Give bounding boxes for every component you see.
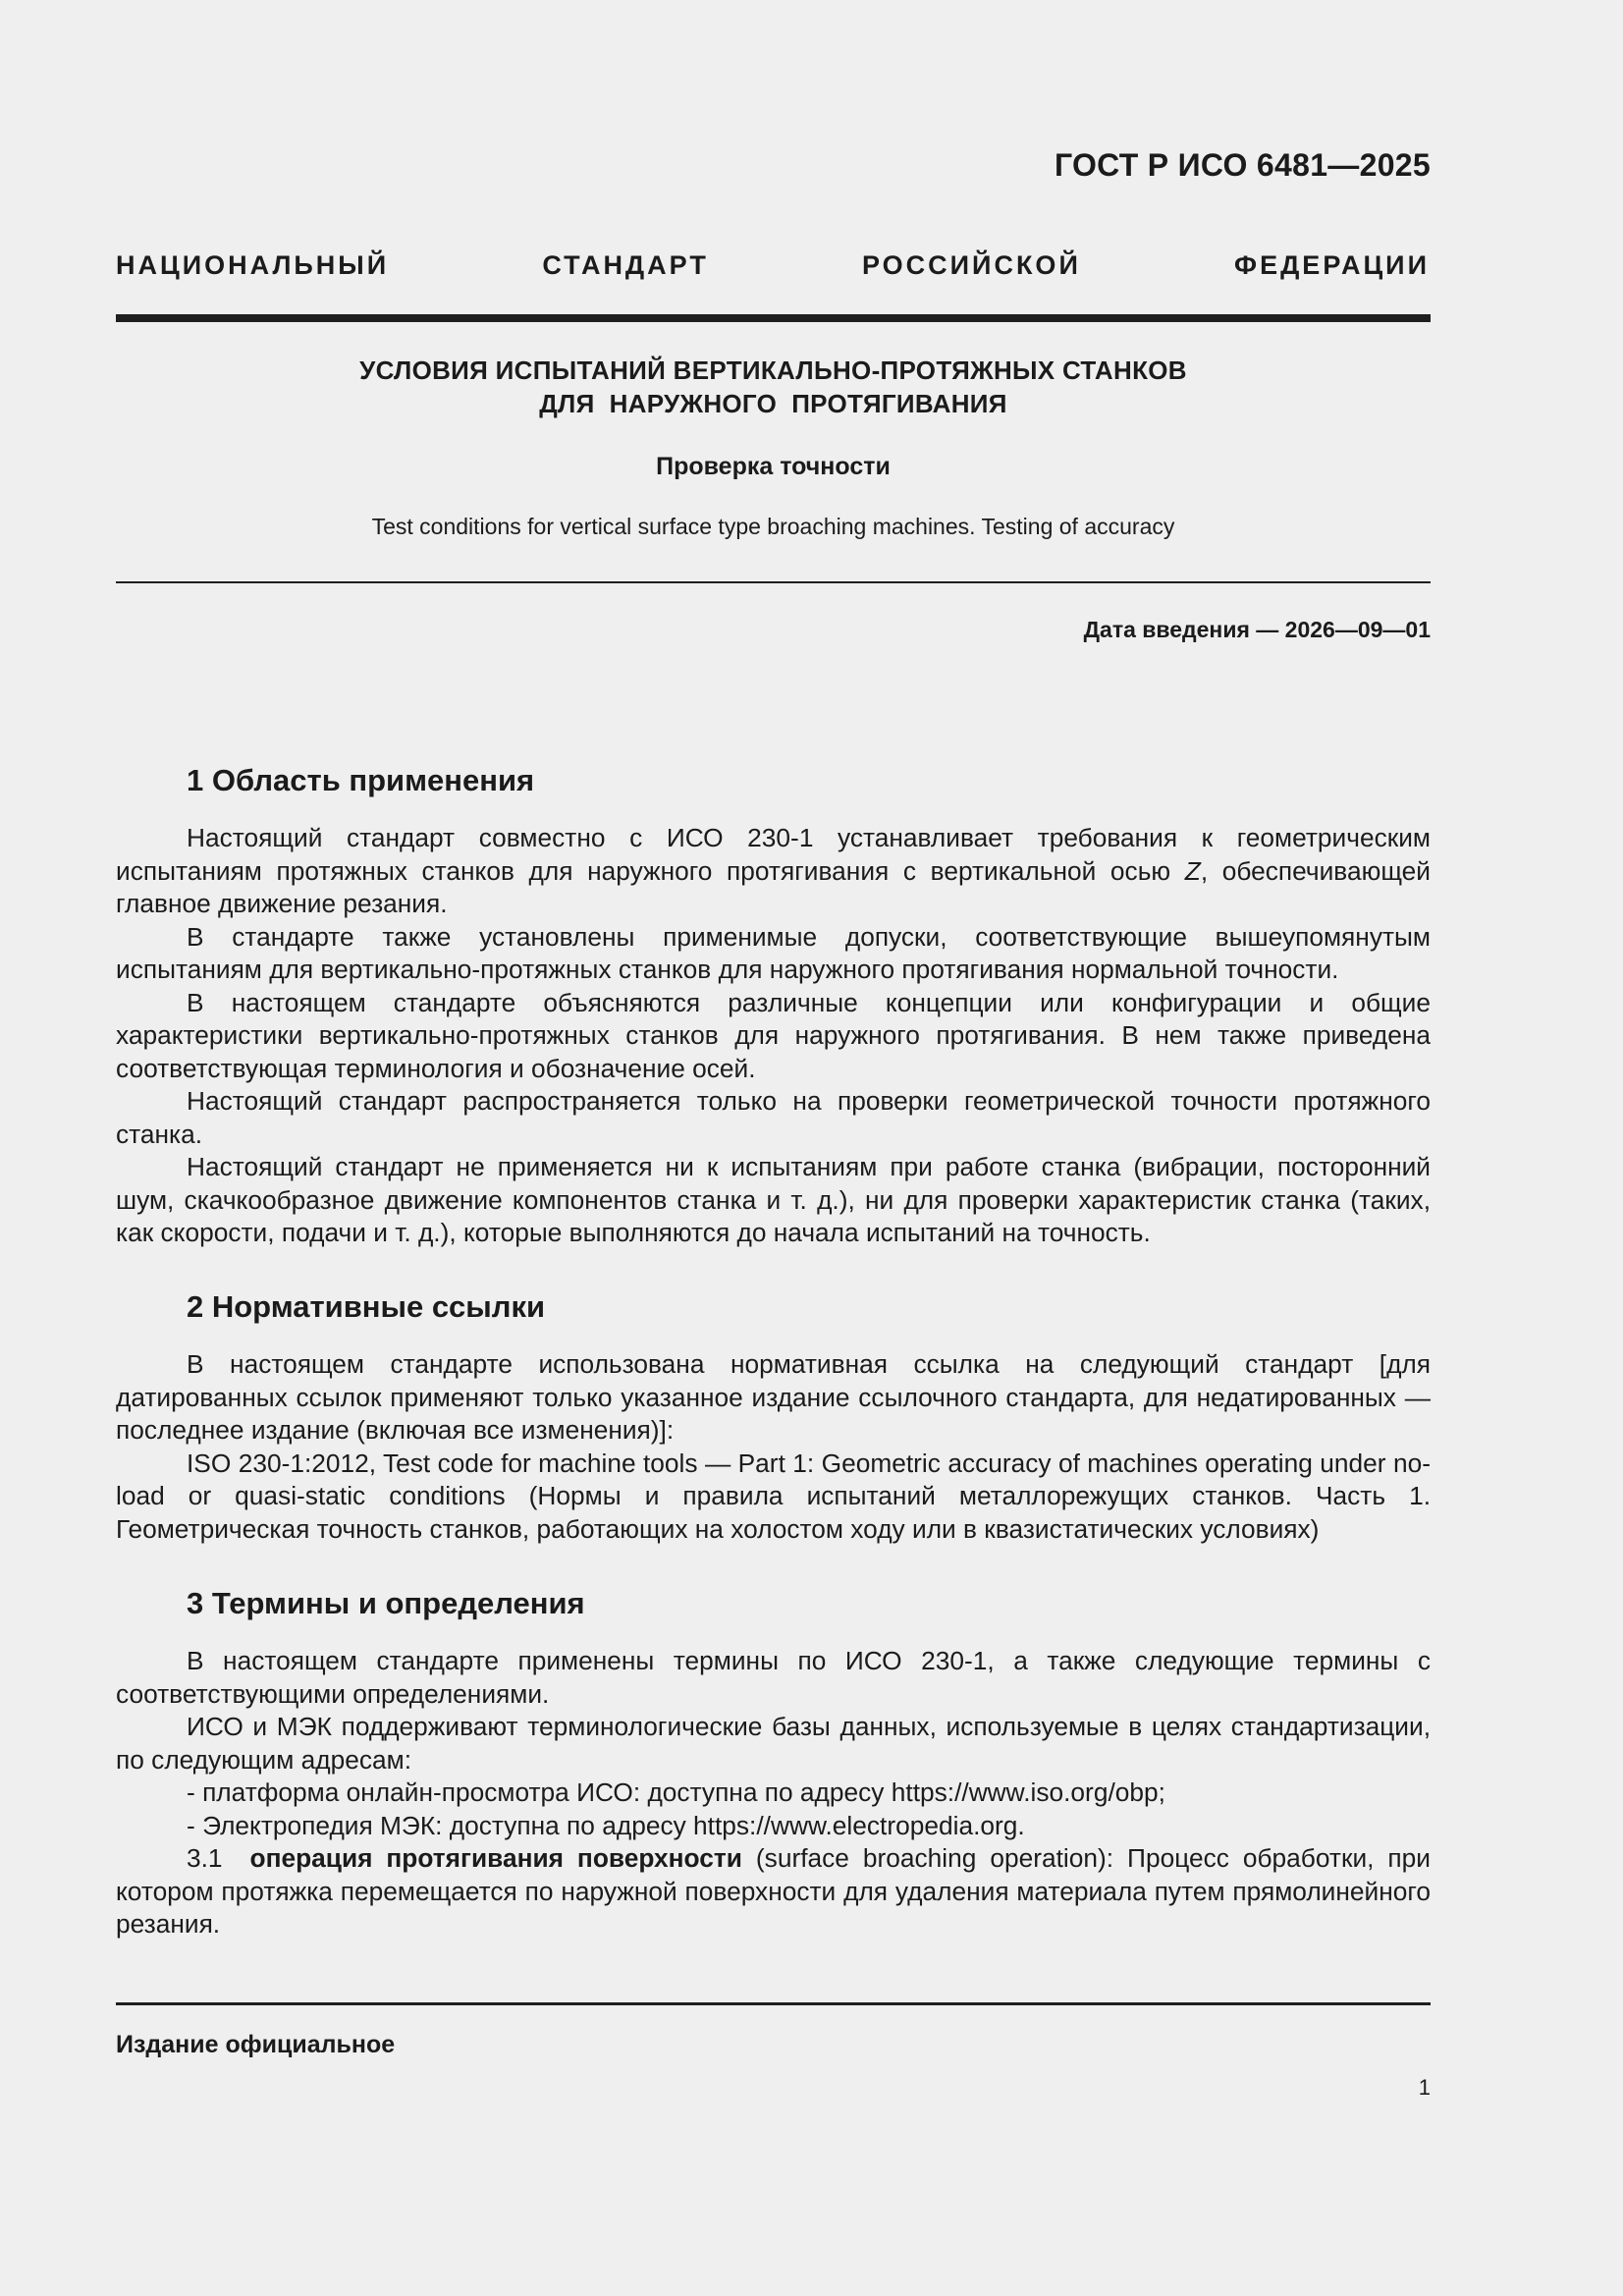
- footer-rule: [116, 2002, 1431, 2005]
- title-line-2: ДЛЯ НАРУЖНОГО ПРОТЯГИВАНИЯ: [539, 389, 1007, 418]
- page-number: 1: [1418, 2075, 1431, 2100]
- section-heading-3: 3 Термины и определения: [187, 1586, 585, 1620]
- top-thick-rule: [116, 314, 1431, 322]
- section-heading-1: 1 Область применения: [187, 763, 535, 797]
- paragraph: Настоящий стандарт не применяется ни к испытаниям при работе станка (вибрации, посторонний шум, скачкообразное движение компонентов станка и т. д.), ни для проверки характеристик станка (таких, как скорости, подачи и т. д.), которые выполняются до начала испытаний на точность.: [116, 1152, 1431, 1247]
- paragraph: В настоящем стандарте объясняются различные концепции или конфигурации и общие характеристики вертикально-протяжных станков для наружного протягивания. В нем также приведена соответствующая терминология и обозначение осей.: [116, 987, 1431, 1083]
- list-item: - платформа онлайн-просмотра ИСО: доступна по адресу https://www.iso.org/obp;: [187, 1777, 1165, 1807]
- paragraph: Настоящий стандарт распространяется только на проверки геометрической точности протяжного станка.: [116, 1086, 1431, 1149]
- section-scope: [116, 761, 1431, 1250]
- document-title: [116, 354, 1431, 420]
- official-edition-label: Издание официальное: [116, 2031, 396, 2058]
- document-subtitle: Проверка точности: [656, 453, 891, 480]
- english-title: Test conditions for vertical surface type broaching machines. Testing of accuracy: [371, 514, 1175, 539]
- paragraph: [116, 822, 1431, 921]
- term-definition-text: (surface broaching operation): Процесс обработки, при котором протяжка перемещается по наружной поверхности для удаления материала путем прямолинейного резания.: [116, 1843, 1431, 1939]
- term-definition: [116, 1842, 1431, 1941]
- title-line-1: УСЛОВИЯ ИСПЫТАНИЙ ВЕРТИКАЛЬНО-ПРОТЯЖНЫХ СТАНКОВ: [359, 355, 1187, 385]
- paragraph: ISO 230-1:2012, Test code for machine tools — Part 1: Geometric accuracy of machines operating under no-load or quasi-static conditions (Нормы и правила испытаний металлорежущих станков. Часть 1. Геометрическая точность станков, работающих на холостом ходу или в квазистатических условиях): [116, 1448, 1431, 1544]
- paragraph: В стандарте также установлены применимые допуски, соответствующие вышеупомянутым испытаниям для вертикально-протяжных станков для наружного протягивания нормальной точности.: [116, 921, 1431, 984]
- term-number: 3.1: [187, 1843, 223, 1873]
- term-name: операция протягивания поверхности: [249, 1843, 742, 1873]
- text-run: Настоящий стандарт совместно с ИСО 230-1 устанавливает требования к геометрическим испытаниям протяжных станков для наружного протягивания с вертикальной осью: [116, 823, 1431, 886]
- paragraph: В настоящем стандарте использована нормативная ссылка на следующий стандарт [для датированных ссылок применяют только указанное издание ссылочного стандарта, для недатированных — последнее издание (включая все изменения)]:: [116, 1349, 1431, 1445]
- paragraph: ИСО и МЭК поддерживают терминологические базы данных, используемые в целях стандартизации, по следующим адресам:: [116, 1712, 1431, 1775]
- axis-symbol: Z: [1184, 855, 1201, 886]
- document-code: ГОСТ Р ИСО 6481—2025: [1054, 147, 1431, 183]
- section-normative-references: [116, 1287, 1431, 1546]
- section-heading-2: 2 Нормативные ссылки: [187, 1289, 546, 1324]
- paragraph: В настоящем стандарте применены термины по ИСО 230-1, а также следующие термины с соответствующими определениями.: [116, 1646, 1431, 1709]
- list-item: - Электропедия МЭК: доступна по адресу https://www.electropedia.org.: [187, 1810, 1025, 1840]
- section-terms-definitions: [116, 1584, 1431, 1941]
- title-divider-rule: [116, 581, 1431, 583]
- national-standard-banner: НАЦИОНАЛЬНЫЙ СТАНДАРТ РОССИЙСКОЙ ФЕДЕРАЦИИ: [116, 250, 1430, 280]
- text-run: , обеспечивающей главное движение резания.: [116, 855, 1431, 918]
- introduction-date: Дата введения — 2026—09—01: [1083, 617, 1431, 642]
